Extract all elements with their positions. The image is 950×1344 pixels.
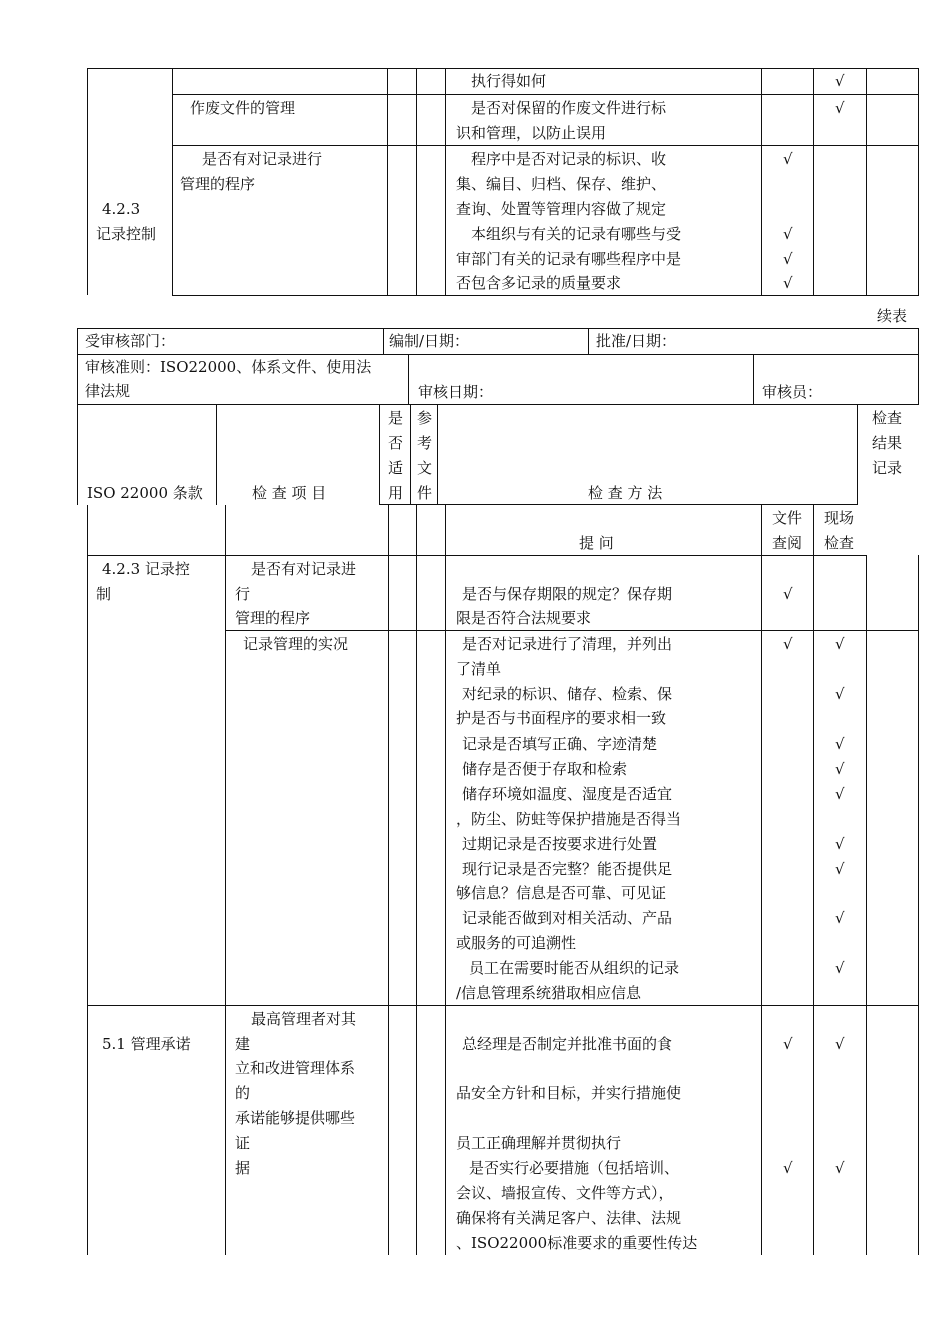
column-header-site-check: 检查: [824, 534, 855, 552]
check-item: 立和改进管理体系: [235, 1059, 356, 1077]
column-header-result: 结果: [872, 434, 903, 452]
question-text: 或服务的可追溯性: [456, 934, 577, 952]
question-text: 是否与保存期限的规定？保存期: [462, 585, 673, 603]
question-text: 限是否符合法规要求: [456, 609, 592, 627]
column-header-reference: 考: [417, 434, 433, 452]
audited-department-label: 受审核部门：: [85, 332, 176, 350]
question-text: 程序中是否对记录的标识、收: [471, 150, 667, 168]
question-text: 执行得如何: [471, 72, 547, 90]
check-item: 作废文件的管理: [190, 99, 296, 117]
column-header-clause: ISO 22000 条款: [87, 484, 203, 502]
continued-label: 续表: [877, 307, 908, 325]
site-check-mark: √: [835, 685, 845, 703]
question-text: 对纪录的标识、储存、检索、保: [462, 685, 673, 703]
question-text: 储存环境如温度、湿度是否适宜: [462, 785, 673, 803]
approved-date-label: 批准/日期：: [596, 332, 677, 350]
check-item: 最高管理者对其: [251, 1010, 357, 1028]
site-check-mark: √: [835, 735, 845, 753]
question-text: 储存是否便于存取和检索: [462, 760, 628, 778]
site-check-mark: √: [835, 909, 845, 927]
clause-title: 记录控制: [96, 225, 157, 243]
doc-check-mark: √: [783, 274, 793, 292]
column-header-question: 提 问: [579, 534, 614, 552]
question-text: 识和管理，以防止误用: [456, 124, 607, 142]
question-text: 、ISO22000标准要求的重要性传达: [456, 1234, 698, 1252]
site-check-mark: √: [835, 835, 845, 853]
check-item: 行: [235, 585, 251, 603]
column-header-applicable: 是: [388, 409, 404, 427]
column-header-applicable: 适: [388, 459, 404, 477]
question-text: 是否实行必要措施（包括培训、: [469, 1159, 680, 1177]
column-header-reference: 文: [417, 459, 433, 477]
question-text: /信息管理系统猎取相应信息: [456, 984, 642, 1002]
check-item: 管理的程序: [180, 175, 256, 193]
column-header-site-check: 现场: [824, 509, 855, 527]
check-item: 建: [235, 1035, 251, 1053]
question-text: 否包含多记录的质量要求: [456, 274, 622, 292]
column-header-reference: 件: [417, 484, 433, 502]
site-check-mark: √: [835, 635, 845, 653]
doc-check-mark: √: [783, 150, 793, 168]
question-text: 现行记录是否完整？能否提供足: [462, 860, 673, 878]
question-text: 查询、处置等管理内容做了规定: [456, 200, 667, 218]
column-header-method: 检 查 方 法: [588, 484, 663, 502]
column-header-item: 检 查 项 目: [252, 484, 327, 502]
question-text: 是否对记录进行了清理，并列出: [462, 635, 673, 653]
doc-check-mark: √: [783, 250, 793, 268]
prepared-date-label: 编制/日期：: [389, 332, 470, 350]
question-text: 本组织与有关的记录有哪些与受: [471, 225, 682, 243]
auditor-label: 审核员：: [762, 383, 823, 401]
check-item: 记录管理的实况: [243, 635, 349, 653]
question-text: 够信息？信息是否可靠、可见证: [456, 884, 667, 902]
doc-check-mark: √: [783, 1159, 793, 1177]
check-item: 管理的程序: [235, 609, 311, 627]
site-check-mark: √: [835, 1159, 845, 1177]
clause-label: 制: [96, 585, 112, 603]
site-check-mark: √: [835, 860, 845, 878]
doc-check-mark: √: [783, 1035, 793, 1053]
column-header-reference: 参: [417, 409, 433, 427]
column-header-doc-review: 查阅: [772, 534, 803, 552]
doc-check-mark: √: [783, 585, 793, 603]
check-item: 的: [235, 1084, 251, 1102]
doc-check-mark: √: [783, 635, 793, 653]
site-check-mark: √: [835, 99, 845, 117]
site-check-mark: √: [835, 760, 845, 778]
question-text: 是否对保留的作废文件进行标: [471, 99, 667, 117]
question-text: 员工正确理解并贯彻执行: [456, 1134, 622, 1152]
audit-criteria: 律法规: [85, 382, 131, 400]
question-text: 品安全方针和目标，并实行措施使: [456, 1084, 682, 1102]
question-text: 了清单: [456, 660, 502, 678]
question-text: 员工在需要时能否从组织的记录: [469, 959, 680, 977]
column-header-result: 检查: [872, 409, 903, 427]
site-check-mark: √: [835, 1035, 845, 1053]
question-text: 过期记录是否按要求进行处置: [462, 835, 658, 853]
question-text: 审部门有关的记录有哪些程序中是: [456, 250, 682, 268]
question-text: ，防尘、防蛀等保护措施是否得当: [456, 810, 682, 828]
question-text: 记录能否做到对相关活动、产品: [462, 909, 673, 927]
site-check-mark: √: [835, 72, 845, 90]
check-item: 承诺能够提供哪些: [235, 1109, 356, 1127]
audit-date-label: 审核日期：: [418, 383, 494, 401]
column-header-result: 记录: [872, 459, 903, 477]
question-text: 护是否与书面程序的要求相一致: [456, 709, 667, 727]
site-check-mark: √: [835, 785, 845, 803]
check-item: 是否有对记录进: [251, 560, 357, 578]
clause-label: 5.1 管理承诺: [102, 1035, 191, 1053]
question-text: 集、编目、归档、保存、维护、: [456, 175, 667, 193]
audit-criteria: 审核准则：ISO22000、体系文件、使用法: [85, 358, 372, 376]
clause-number: 4.2.3: [102, 200, 141, 218]
question-text: 记录是否填写正确、字迹清楚: [462, 735, 658, 753]
column-header-doc-review: 文件: [772, 509, 803, 527]
check-item: 证: [235, 1134, 251, 1152]
check-item: 据: [235, 1159, 251, 1177]
check-item: 是否有对记录进行: [202, 150, 323, 168]
question-text: 总经理是否制定并批准书面的食: [462, 1035, 673, 1053]
question-text: 会议、墙报宣传、文件等方式），: [456, 1184, 674, 1202]
question-text: 确保将有关满足客户、法律、法规: [456, 1209, 682, 1227]
clause-label: 4.2.3 记录控: [102, 560, 190, 578]
site-check-mark: √: [835, 959, 845, 977]
column-header-applicable: 用: [388, 484, 404, 502]
column-header-applicable: 否: [388, 434, 404, 452]
doc-check-mark: √: [783, 225, 793, 243]
